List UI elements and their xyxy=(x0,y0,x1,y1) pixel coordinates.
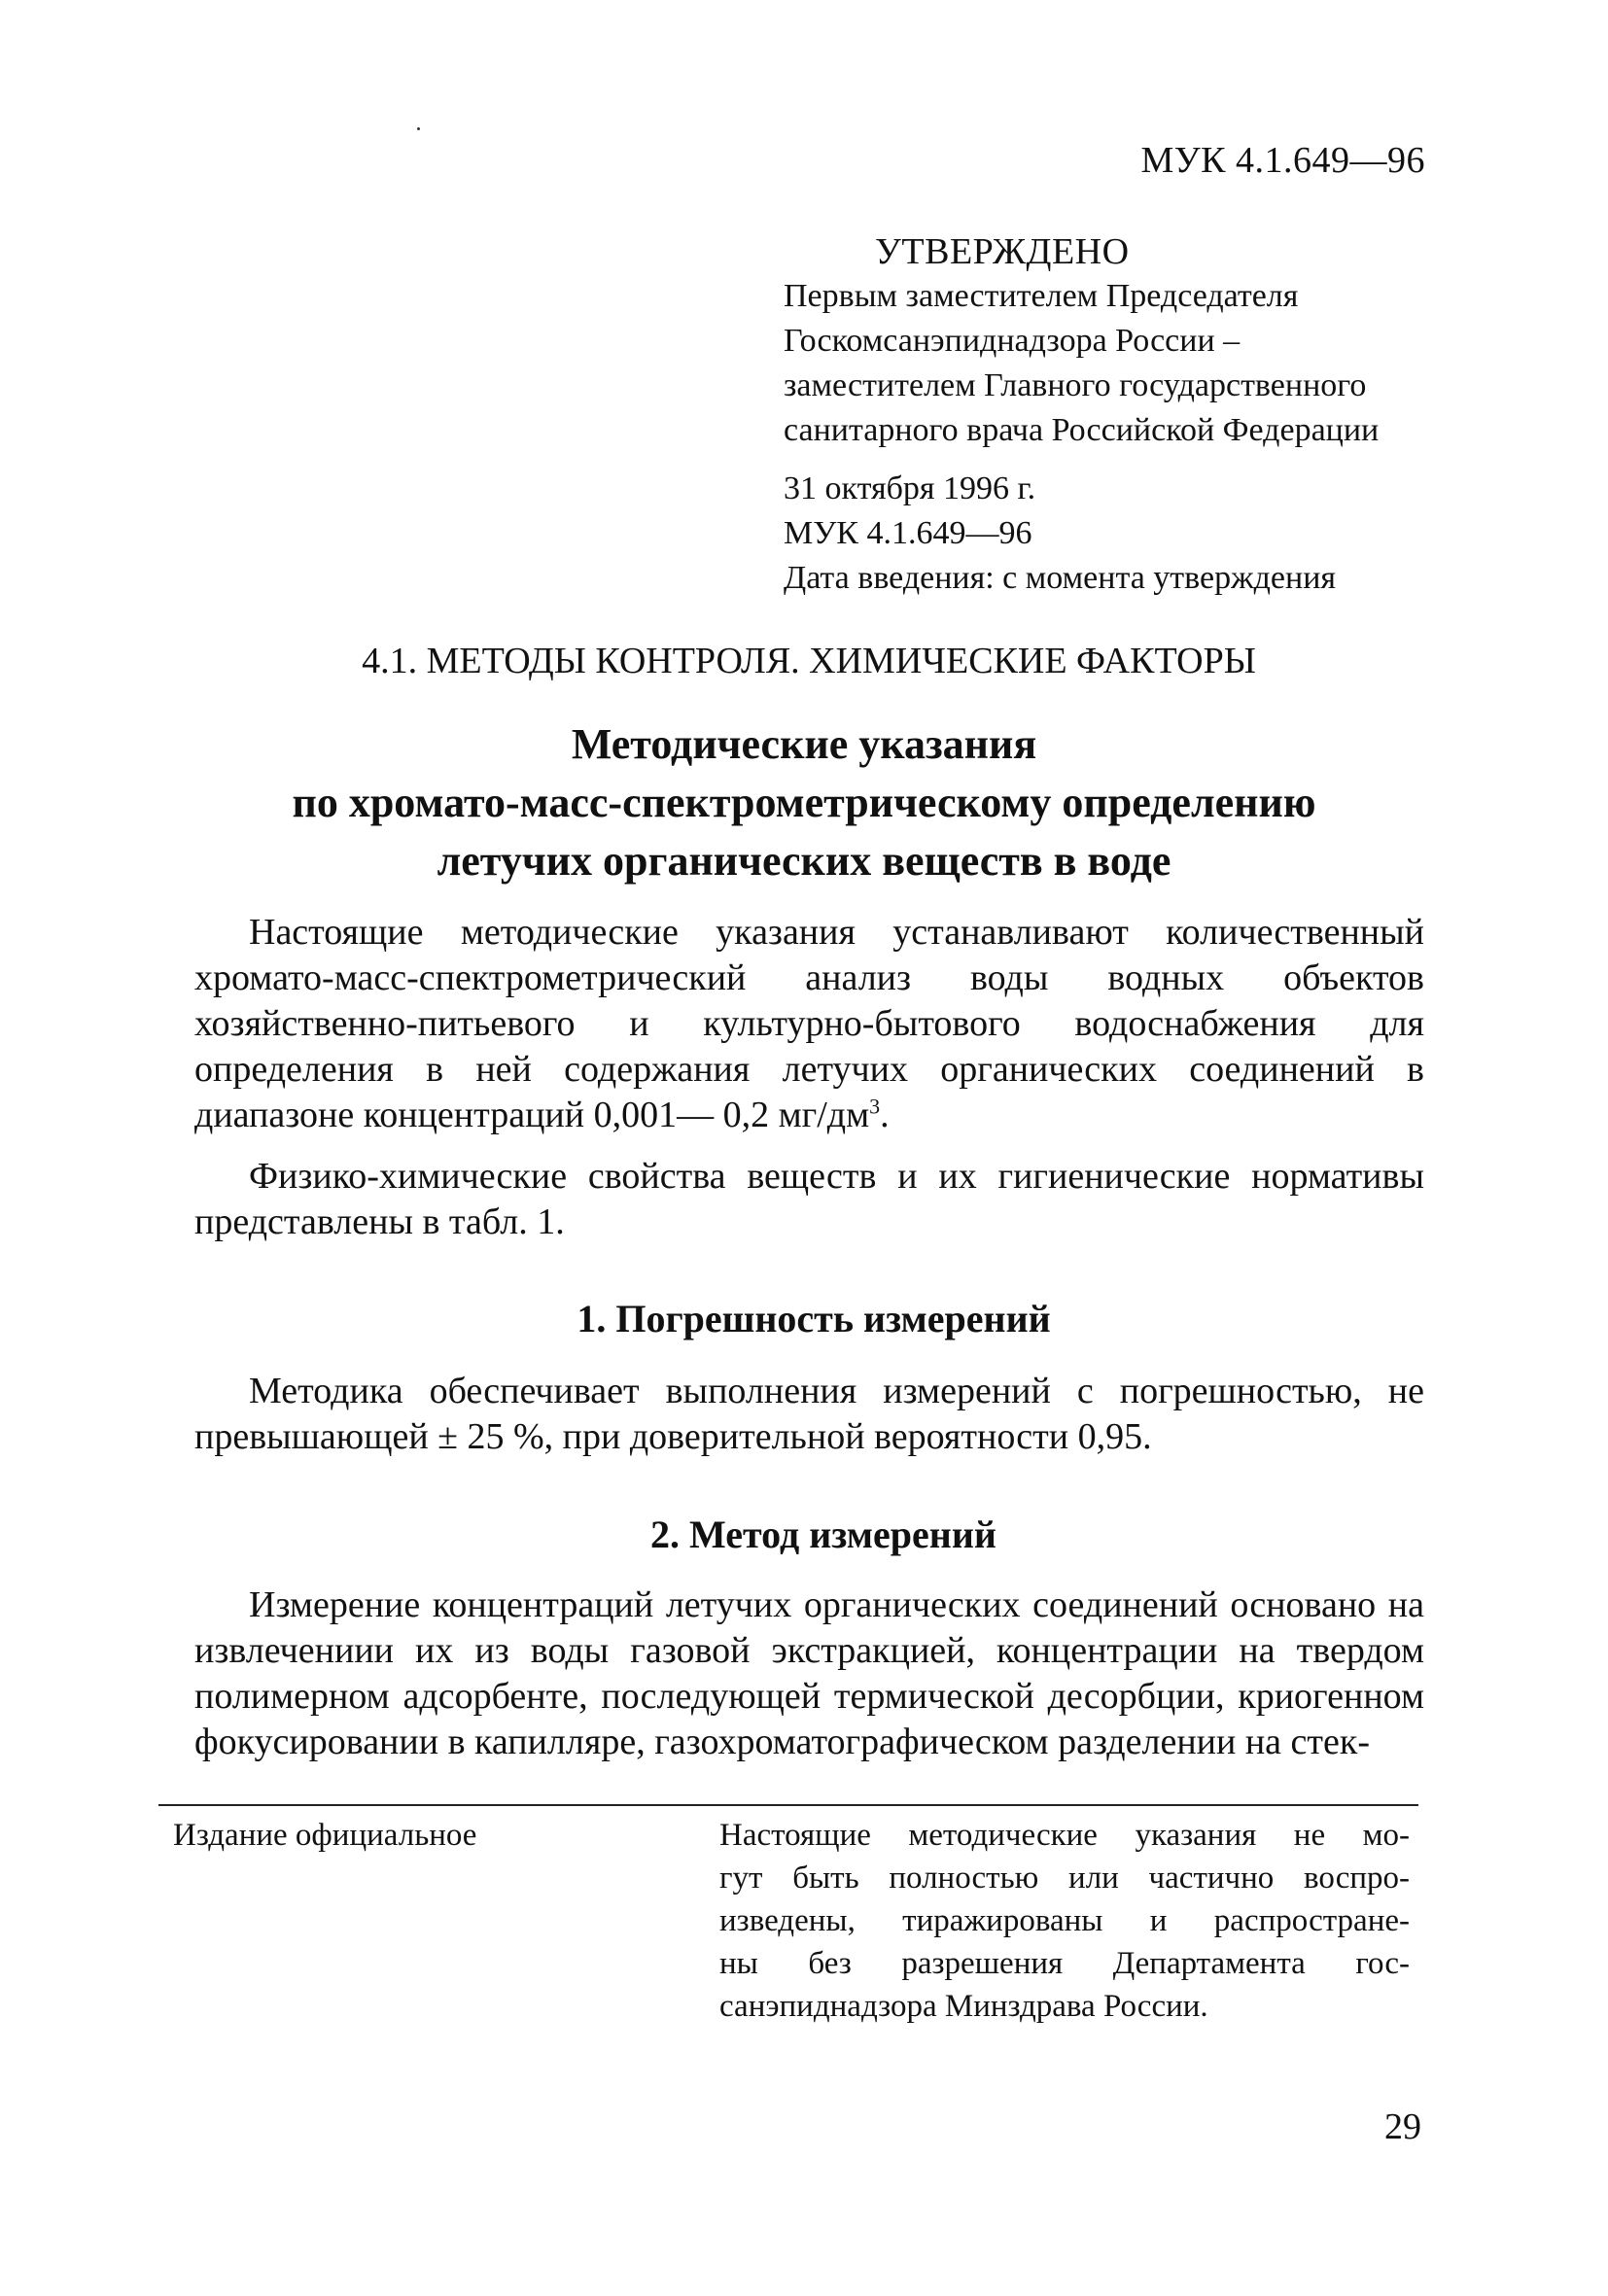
copyright-line: изведены, тиражированы и распростране- xyxy=(719,1903,1410,1938)
copyright-line: санэпиднадзора Минздрава России. xyxy=(719,1989,1208,2024)
approval-line: санитарного врача Российской Федерации xyxy=(784,412,1380,448)
approval-line: заместителем Главного государственного xyxy=(784,367,1367,403)
approval-heading: УТВЕРЖДЕНО xyxy=(875,231,1130,272)
scan-speck xyxy=(417,127,420,130)
approval-line: Первым заместителем Председателя xyxy=(784,278,1299,314)
approval-line: Госкомсанэпиднадзора России – xyxy=(784,323,1241,359)
section-2-text: Измерение концентраций летучих органических соединений основано на извлечениии их из воды газовой экстракцией, концентрации на твердом полимерном адсорбенте, последующей термической десорбции, криогенном фокусировании в капилляре, газохроматографическом разделении на стек- xyxy=(194,1584,1424,1762)
approval-spacer xyxy=(784,453,1445,467)
official-edition-note: Издание официальное xyxy=(173,1818,477,1853)
title-line-2: по хромато-масс-спектрометрическому определению xyxy=(292,779,1316,826)
section-1-paragraph xyxy=(194,1369,1424,1460)
copyright-notice xyxy=(719,1814,1410,2028)
title-line-1: Методические указания xyxy=(571,720,1037,768)
intro-p1-text: Настоящие методические указания устанавливают количественный хромато-масс-спектрометрический анализ воды водных объектов хозяйственно-питьевого и культурно-бытового водоснабжения для определения в ней содержания летучих органических соединений в диапазоне концентраций 0,001— 0,2 мг/дм xyxy=(194,912,1424,1135)
copyright-line: Настоящие методические указания не мо- xyxy=(719,1818,1410,1853)
footnote-divider xyxy=(158,1804,1418,1806)
intro-p1-end: . xyxy=(880,1095,890,1135)
page-number: 29 xyxy=(1384,2106,1421,2147)
intro-p2-text: Физико-химические свойства веществ и их гигиенические нормативы представлены в табл. 1. xyxy=(194,1156,1424,1242)
document-code: МУК 4.1.649—96 xyxy=(1140,140,1425,181)
approval-effective-date: Дата введения: с момента утверждения xyxy=(784,560,1337,596)
approval-date: 31 октября 1996 г. xyxy=(784,470,1036,506)
title-line-3: летучих органических веществ в воде xyxy=(437,837,1171,885)
approval-block xyxy=(784,229,1445,601)
section-header: 4.1. МЕТОДЫ КОНТРОЛЯ. ХИМИЧЕСКИЕ ФАКТОРЫ xyxy=(362,641,1256,681)
intro-p1-superscript: 3 xyxy=(869,1094,881,1119)
copyright-line: гут быть полностью или частично воспро- xyxy=(719,1861,1410,1896)
intro-paragraph-1 xyxy=(194,910,1424,1138)
document-title xyxy=(0,715,1608,890)
intro-paragraph-2 xyxy=(194,1154,1424,1245)
copyright-line: ны без разрешения Департамента гос- xyxy=(719,1946,1410,1981)
section-2-paragraph xyxy=(194,1583,1424,1765)
section-1-title: 1. Погрешность измерений xyxy=(577,1297,1051,1340)
approval-code: МУК 4.1.649—96 xyxy=(784,515,1032,551)
section-2-title: 2. Метод измерений xyxy=(650,1513,996,1556)
section-1-text: Методика обеспечивает выполнения измерений с погрешностью, не превышающей ± 25 %, при доверительной вероятности 0,95. xyxy=(194,1371,1424,1457)
